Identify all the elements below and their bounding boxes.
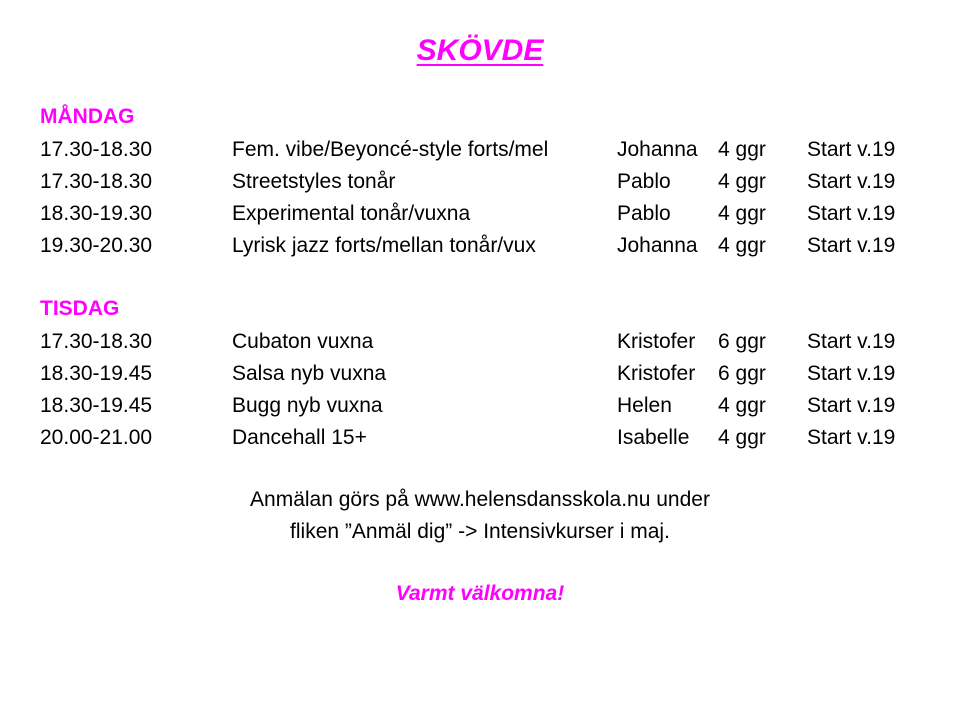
page-title: SKÖVDE bbox=[416, 34, 544, 67]
class-start: Start v.19 bbox=[807, 234, 896, 257]
class-row bbox=[40, 198, 940, 230]
class-course: Lyrisk jazz forts/mellan tonår/vux bbox=[232, 234, 536, 257]
class-teacher: Helen bbox=[617, 394, 672, 417]
class-count: 4 ggr bbox=[718, 394, 766, 417]
signup-info-line: fliken ”Anmäl dig” -> Intensivkurser i maj. bbox=[290, 520, 670, 543]
day-heading: MÅNDAG bbox=[40, 105, 135, 128]
class-teacher: Pablo bbox=[617, 170, 671, 193]
class-course: Streetstyles tonår bbox=[232, 170, 396, 193]
class-start: Start v.19 bbox=[807, 170, 896, 193]
class-row bbox=[40, 422, 940, 454]
class-row bbox=[40, 134, 940, 166]
class-teacher: Kristofer bbox=[617, 330, 696, 353]
class-count: 6 ggr bbox=[718, 330, 766, 353]
class-time: 18.30-19.30 bbox=[40, 202, 153, 225]
class-count: 4 ggr bbox=[718, 170, 766, 193]
class-start: Start v.19 bbox=[807, 426, 896, 449]
class-teacher: Isabelle bbox=[617, 426, 690, 449]
class-teacher: Johanna bbox=[617, 138, 698, 161]
class-teacher: Pablo bbox=[617, 202, 671, 225]
day-section-tuesday bbox=[40, 294, 940, 454]
class-course: Salsa nyb vuxna bbox=[232, 362, 387, 385]
class-time: 20.00-21.00 bbox=[40, 426, 153, 449]
class-row bbox=[40, 390, 940, 422]
class-course: Fem. vibe/Beyoncé-style forts/mel bbox=[232, 138, 549, 161]
class-course: Experimental tonår/vuxna bbox=[232, 202, 471, 225]
class-time: 17.30-18.30 bbox=[40, 170, 153, 193]
class-count: 4 ggr bbox=[718, 138, 766, 161]
class-time: 19.30-20.30 bbox=[40, 234, 153, 257]
class-row bbox=[40, 326, 940, 358]
class-count: 4 ggr bbox=[718, 202, 766, 225]
class-course: Bugg nyb vuxna bbox=[232, 394, 383, 417]
class-row bbox=[40, 230, 940, 262]
signup-info-line: Anmälan görs på www.helensdansskola.nu under bbox=[250, 488, 710, 511]
class-course: Cubaton vuxna bbox=[232, 330, 374, 353]
class-row bbox=[40, 166, 940, 198]
class-time: 18.30-19.45 bbox=[40, 362, 153, 385]
class-start: Start v.19 bbox=[807, 330, 896, 353]
class-time: 17.30-18.30 bbox=[40, 330, 153, 353]
class-start: Start v.19 bbox=[807, 138, 896, 161]
class-start: Start v.19 bbox=[807, 362, 896, 385]
class-time: 17.30-18.30 bbox=[40, 138, 153, 161]
day-section-monday bbox=[40, 102, 940, 262]
day-heading: TISDAG bbox=[40, 297, 120, 320]
class-teacher: Johanna bbox=[617, 234, 698, 257]
class-row bbox=[40, 358, 940, 390]
class-count: 6 ggr bbox=[718, 362, 766, 385]
class-teacher: Kristofer bbox=[617, 362, 696, 385]
signup-info bbox=[0, 484, 960, 548]
class-time: 18.30-19.45 bbox=[40, 394, 153, 417]
class-count: 4 ggr bbox=[718, 426, 766, 449]
class-course: Dancehall 15+ bbox=[232, 426, 367, 449]
class-start: Start v.19 bbox=[807, 202, 896, 225]
class-start: Start v.19 bbox=[807, 394, 896, 417]
welcome-message: Varmt välkomna! bbox=[395, 582, 565, 605]
class-count: 4 ggr bbox=[718, 234, 766, 257]
